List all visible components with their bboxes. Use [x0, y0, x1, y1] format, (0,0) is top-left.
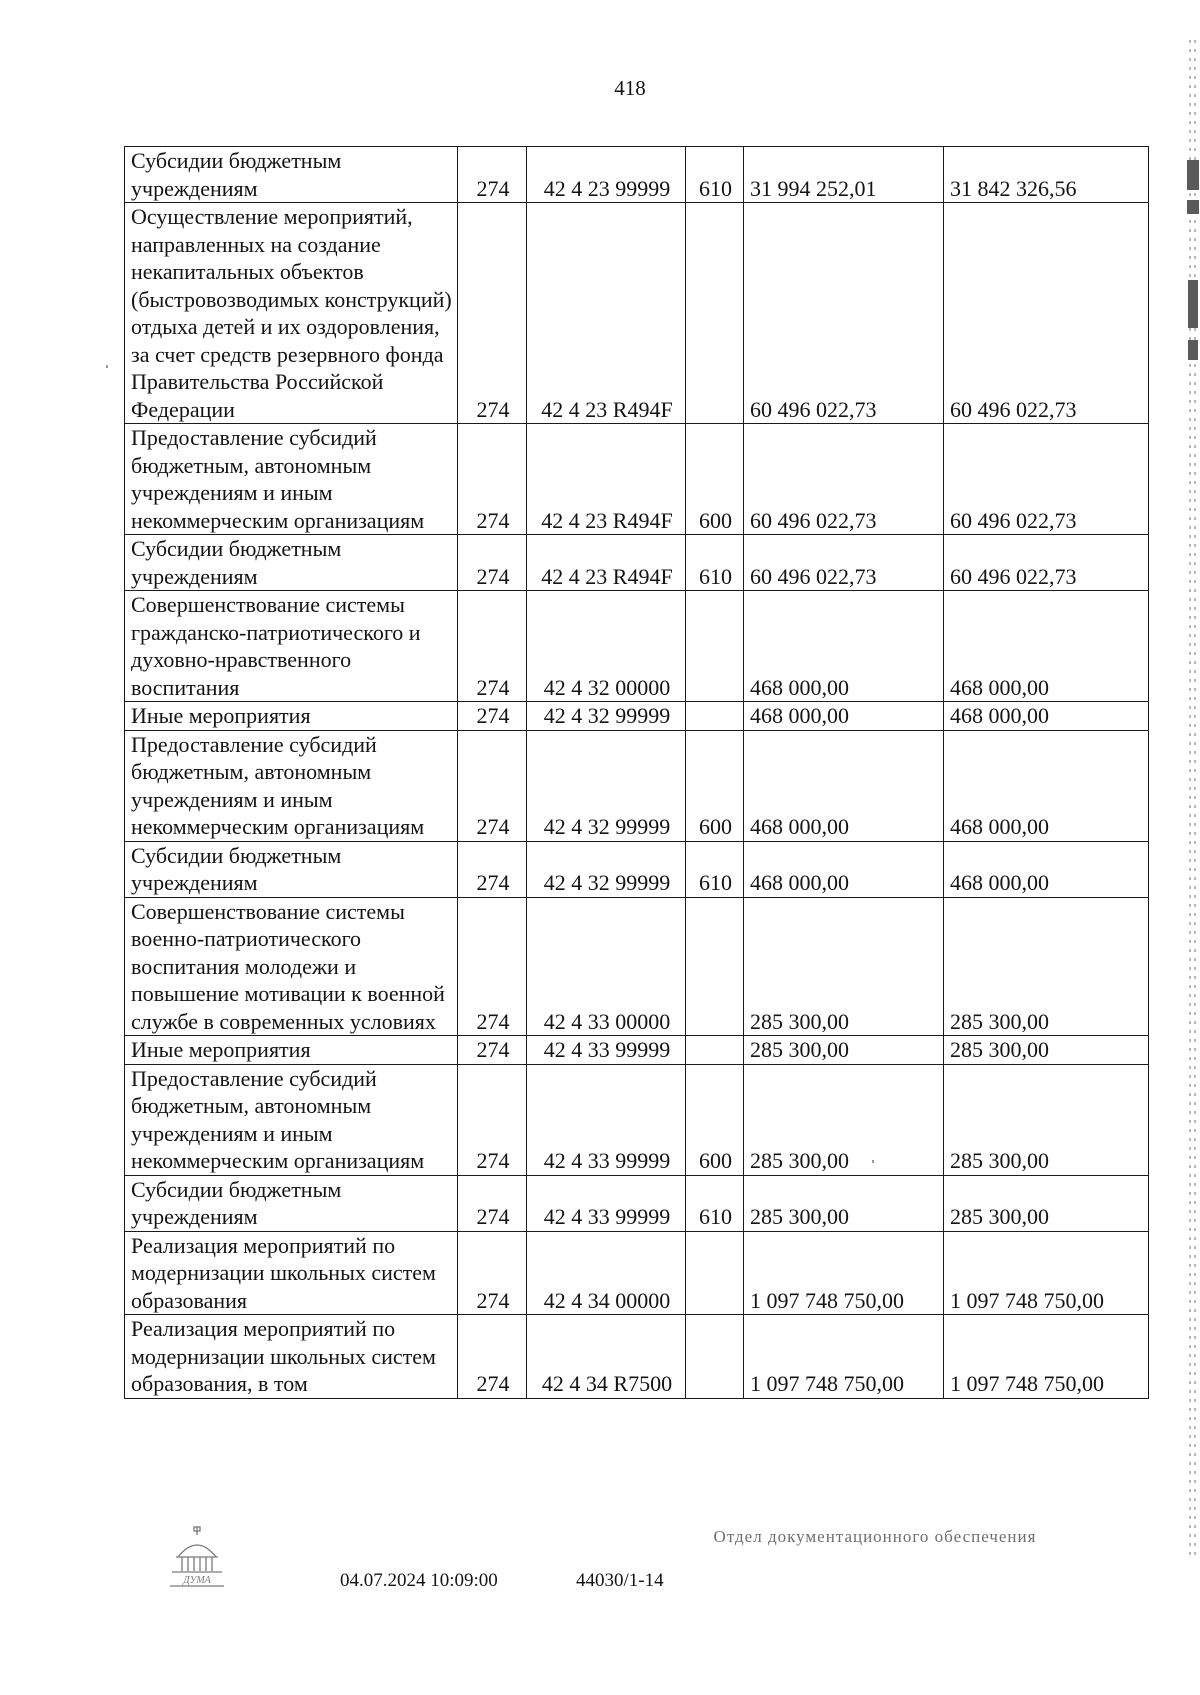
cell-name: Иные мероприятия [125, 1036, 458, 1065]
budget-table-body [125, 147, 1149, 1399]
cell-name: Субсидии бюджетным учреждениям [125, 535, 458, 591]
cell-grbs: 274 [458, 1315, 527, 1399]
cell-sum1: 285 300,00 [744, 897, 944, 1036]
cell-vr [686, 1036, 744, 1065]
scan-edge-marks [1186, 40, 1200, 1560]
cell-name: Реализация мероприятий по модернизации школьных систем образования, в том [125, 1315, 458, 1399]
table-row [125, 841, 1149, 897]
cell-name: Субсидии бюджетным учреждениям [125, 147, 458, 203]
logo-text: ДУМА [183, 1575, 211, 1586]
footer-doc-number: 44030/1-14 [576, 1570, 664, 1591]
cell-sum1: 31 994 252,01 [744, 147, 944, 203]
cell-vr [686, 1231, 744, 1315]
department-stamp: Отдел документационного обеспечения [713, 1527, 1037, 1546]
table-row [125, 730, 1149, 841]
cell-csr: 42 4 33 99999 [527, 1064, 686, 1175]
table-row [125, 1064, 1149, 1175]
cell-sum1: 60 496 022,73 [744, 535, 944, 591]
cell-vr: 600 [686, 730, 744, 841]
cell-sum1: 285 300,00 [744, 1175, 944, 1231]
cell-sum2: 468 000,00 [944, 591, 1149, 702]
cell-vr [686, 203, 744, 424]
cell-vr: 610 [686, 1175, 744, 1231]
cell-sum2: 285 300,00 [944, 1064, 1149, 1175]
scan-speck [106, 365, 108, 368]
cell-vr: 610 [686, 147, 744, 203]
cell-grbs: 274 [458, 841, 527, 897]
scan-speck [872, 1160, 874, 1163]
cell-csr: 42 4 33 99999 [527, 1036, 686, 1065]
cell-sum2: 60 496 022,73 [944, 535, 1149, 591]
cell-name: Совершенствование системы гражданско-патриотического и духовно-нравственного воспитания [125, 591, 458, 702]
cell-grbs: 274 [458, 702, 527, 731]
cell-grbs: 274 [458, 1231, 527, 1315]
cell-sum1: 60 496 022,73 [744, 203, 944, 424]
cell-csr: 42 4 23 99999 [527, 147, 686, 203]
cell-sum2: 60 496 022,73 [944, 424, 1149, 535]
cell-sum1: 1 097 748 750,00 [744, 1315, 944, 1399]
table-row [125, 1315, 1149, 1399]
duma-building-logo-icon [166, 1525, 228, 1591]
cell-sum1: 468 000,00 [744, 702, 944, 731]
table-row [125, 203, 1149, 424]
cell-sum1: 468 000,00 [744, 730, 944, 841]
cell-sum2: 285 300,00 [944, 897, 1149, 1036]
cell-grbs: 274 [458, 1175, 527, 1231]
cell-grbs: 274 [458, 591, 527, 702]
table-row [125, 591, 1149, 702]
budget-table [124, 146, 1149, 1399]
table-row [125, 897, 1149, 1036]
cell-sum1: 285 300,00 [744, 1064, 944, 1175]
cell-sum1: 468 000,00 [744, 591, 944, 702]
cell-vr [686, 897, 744, 1036]
cell-sum2: 31 842 326,56 [944, 147, 1149, 203]
cell-name: Реализация мероприятий по модернизации школьных систем образования [125, 1231, 458, 1315]
cell-vr [686, 702, 744, 731]
cell-vr: 600 [686, 424, 744, 535]
table-row [125, 1231, 1149, 1315]
cell-sum2: 60 496 022,73 [944, 203, 1149, 424]
table-row [125, 535, 1149, 591]
table-row [125, 1036, 1149, 1065]
cell-vr [686, 1315, 744, 1399]
cell-vr: 600 [686, 1064, 744, 1175]
cell-csr: 42 4 32 99999 [527, 841, 686, 897]
cell-vr: 610 [686, 841, 744, 897]
table-row [125, 424, 1149, 535]
cell-sum1: 60 496 022,73 [744, 424, 944, 535]
cell-sum2: 1 097 748 750,00 [944, 1315, 1149, 1399]
cell-grbs: 274 [458, 897, 527, 1036]
cell-name: Субсидии бюджетным учреждениям [125, 1175, 458, 1231]
cell-grbs: 274 [458, 203, 527, 424]
table-row [125, 1175, 1149, 1231]
cell-name: Субсидии бюджетным учреждениям [125, 841, 458, 897]
cell-sum2: 1 097 748 750,00 [944, 1231, 1149, 1315]
table-row [125, 702, 1149, 731]
cell-sum1: 468 000,00 [744, 841, 944, 897]
cell-grbs: 274 [458, 1036, 527, 1065]
cell-vr [686, 591, 744, 702]
cell-csr: 42 4 23 R494F [527, 203, 686, 424]
cell-csr: 42 4 34 R7500 [527, 1315, 686, 1399]
cell-vr: 610 [686, 535, 744, 591]
cell-grbs: 274 [458, 535, 527, 591]
cell-csr: 42 4 34 00000 [527, 1231, 686, 1315]
footer-datetime: 04.07.2024 10:09:00 [340, 1570, 498, 1591]
cell-sum2: 285 300,00 [944, 1036, 1149, 1065]
table-row [125, 147, 1149, 203]
cell-csr: 42 4 23 R494F [527, 535, 686, 591]
cell-csr: 42 4 23 R494F [527, 424, 686, 535]
cell-csr: 42 4 33 99999 [527, 1175, 686, 1231]
cell-name: Предоставление субсидий бюджетным, автономным учреждениям и иным некоммерческим организациям [125, 424, 458, 535]
cell-sum1: 1 097 748 750,00 [744, 1231, 944, 1315]
cell-name: Иные мероприятия [125, 702, 458, 731]
cell-csr: 42 4 32 99999 [527, 730, 686, 841]
cell-sum1: 285 300,00 [744, 1036, 944, 1065]
cell-sum2: 468 000,00 [944, 702, 1149, 731]
cell-grbs: 274 [458, 1064, 527, 1175]
cell-sum2: 468 000,00 [944, 730, 1149, 841]
cell-grbs: 274 [458, 147, 527, 203]
cell-csr: 42 4 33 00000 [527, 897, 686, 1036]
cell-name: Совершенствование системы военно-патриотического воспитания молодежи и повышение мотивации к военной службе в современных условиях [125, 897, 458, 1036]
cell-sum2: 468 000,00 [944, 841, 1149, 897]
cell-grbs: 274 [458, 424, 527, 535]
cell-name: Осуществление мероприятий, направленных на создание некапитальных объектов (быстровозводимых конструкций) отдыха детей и их оздоровления, за счет средств резервного фонда Правительства Российской Федерации [125, 203, 458, 424]
cell-sum2: 285 300,00 [944, 1175, 1149, 1231]
cell-csr: 42 4 32 99999 [527, 702, 686, 731]
page-number: 418 [614, 76, 646, 100]
cell-csr: 42 4 32 00000 [527, 591, 686, 702]
cell-name: Предоставление субсидий бюджетным, автономным учреждениям и иным некоммерческим организациям [125, 730, 458, 841]
cell-grbs: 274 [458, 730, 527, 841]
cell-name: Предоставление субсидий бюджетным, автономным учреждениям и иным некоммерческим организациям [125, 1064, 458, 1175]
